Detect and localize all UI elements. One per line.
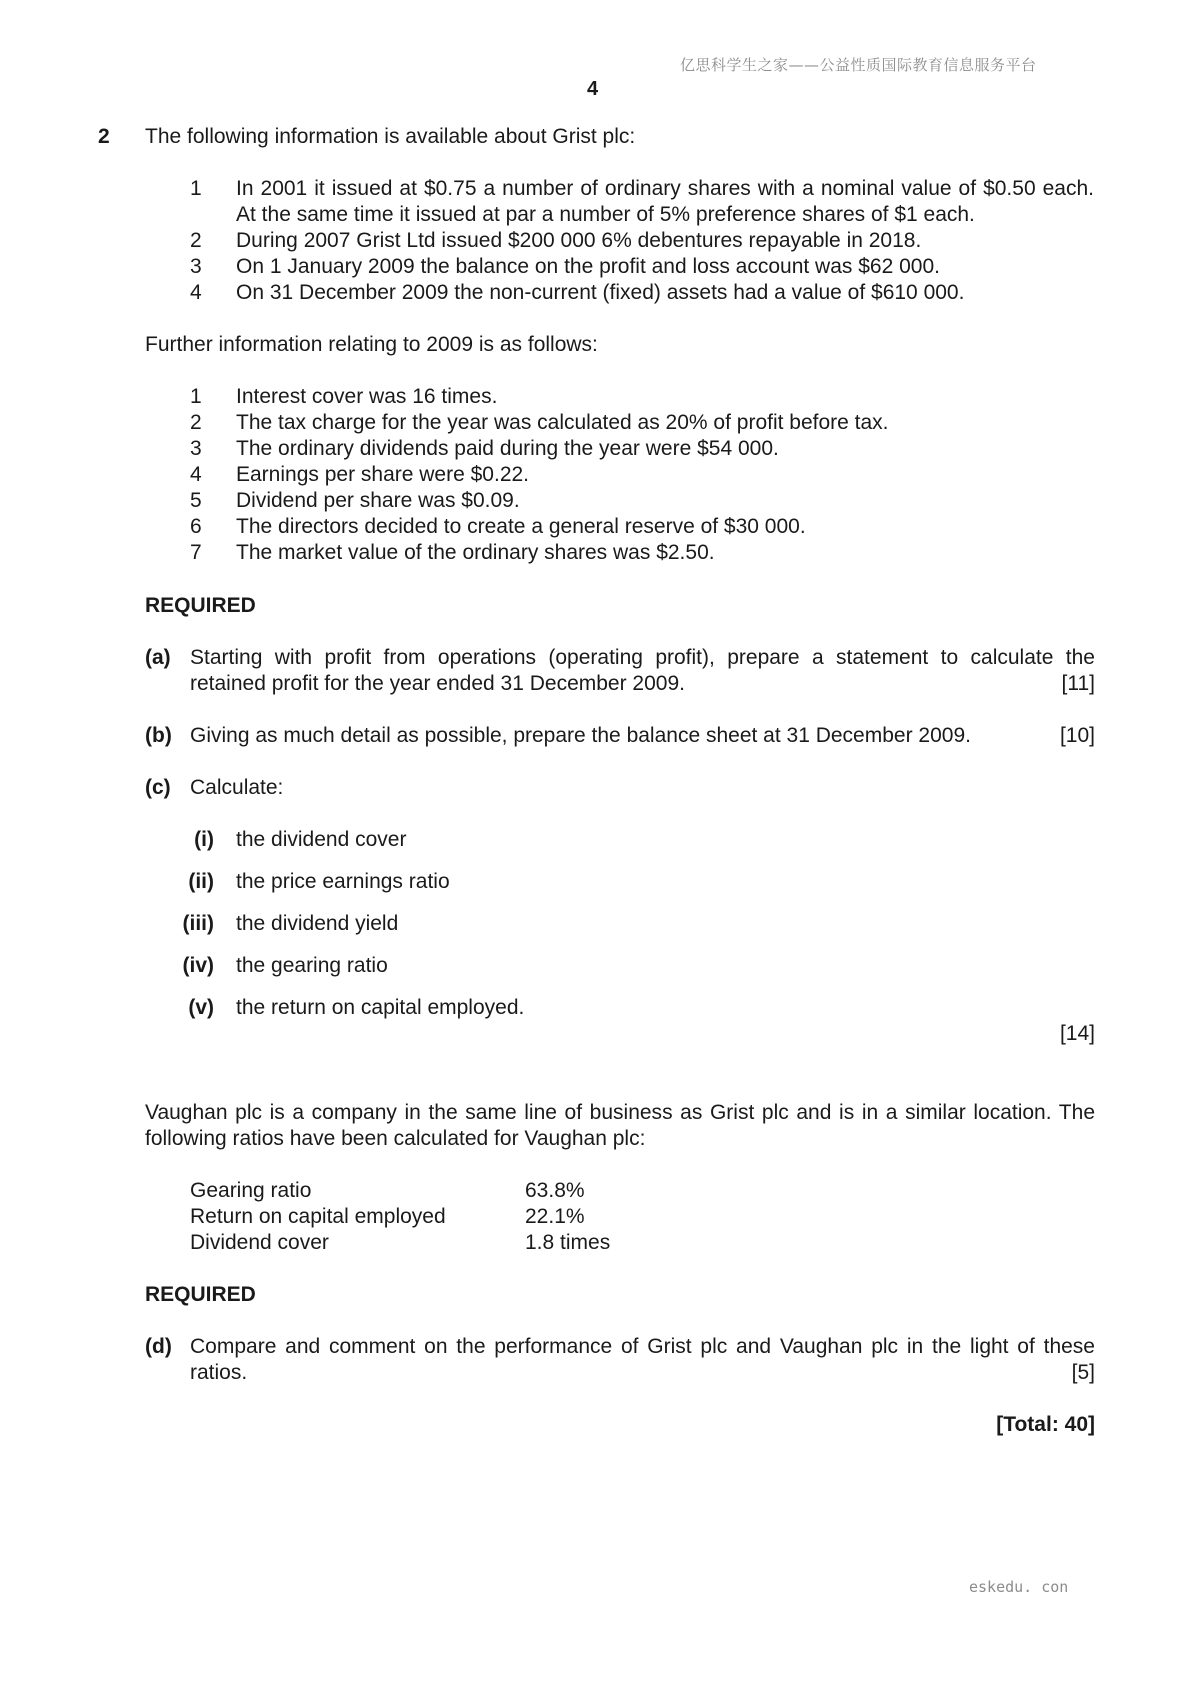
part-marks: [5] [1071,1361,1095,1384]
part-c-marks: [14] [1059,1022,1095,1045]
item-number: 3 [190,437,202,460]
sub-text: the return on capital employed. [236,996,525,1019]
list-item [190,228,1094,254]
part-text: ratios. [190,1361,248,1384]
list-item [190,462,1094,488]
sub-item [170,869,870,895]
item-number: 2 [190,411,202,434]
sub-text: the dividend cover [236,828,407,851]
part-a [145,645,1095,697]
further-intro: Further information relating to 2009 is as follows: [145,333,598,356]
item-number: 7 [190,541,202,564]
table-row [190,1230,610,1256]
table-row [190,1178,610,1204]
item-text: On 1 January 2009 the balance on the profit and loss account was $62 000. [236,255,940,278]
ratio-name: Return on capital employed [190,1205,446,1228]
question-intro: The following information is available about Grist plc: [145,125,636,148]
part-marks: [11] [1061,672,1095,695]
item-text: The market value of the ordinary shares was $2.50. [236,541,715,564]
item-number: 5 [190,489,202,512]
required-heading: REQUIRED [145,594,256,617]
part-label: (a) [145,646,171,669]
footer-watermark: eskedu. con [969,1578,1069,1596]
sub-text: the gearing ratio [236,954,388,977]
ratio-value: 1.8 times [525,1231,611,1254]
ratio-value: 63.8% [525,1179,585,1202]
part-label: (b) [145,724,172,747]
part-text: retained profit for the year ended 31 December 2009. [190,672,685,695]
sub-text: the price earnings ratio [236,870,450,893]
sub-label: (i) [194,828,214,851]
part-c [145,775,1095,801]
question-number: 2 [98,125,110,148]
item-text: Dividend per share was $0.09. [236,489,520,512]
sub-item [170,995,870,1021]
vaughan-paragraph: Vaughan plc is a company in the same line of business as Grist plc and is in a similar location. The following ratios have been calculated for Vaughan plc: [145,1101,1095,1150]
ratio-name: Gearing ratio [190,1179,312,1202]
table-row [190,1204,610,1230]
item-number: 3 [190,255,202,278]
item-text: The tax charge for the year was calculated as 20% of profit before tax. [236,411,889,434]
list-item [190,176,1094,228]
item-number: 4 [190,463,202,486]
sub-text: the dividend yield [236,912,399,935]
sub-item [170,827,870,853]
sub-label: (iii) [182,912,214,935]
part-text: Calculate: [190,776,284,799]
sub-item [170,953,870,979]
total-marks: [Total: 40] [996,1413,1095,1436]
list-item [190,514,1094,540]
list-item [190,540,1094,566]
sub-label: (ii) [188,870,214,893]
header-watermark: 亿思科学生之家——公益性质国际教育信息服务平台 [680,56,1037,74]
item-text: Earnings per share were $0.22. [236,463,530,486]
sub-label: (iv) [182,954,214,977]
item-text: Interest cover was 16 times. [236,385,498,408]
part-text: Starting with profit from operations (operating profit), prepare a statement to calculate the [190,646,1095,669]
item-number: 1 [190,177,202,200]
item-text: During 2007 Grist Ltd issued $200 000 6% debentures repayable in 2018. [236,229,922,252]
list-item [190,488,1094,514]
sub-item [170,911,870,937]
item-number: 2 [190,229,202,252]
item-text: On 31 December 2009 the non-current (fixed) assets had a value of $610 000. [236,281,965,304]
list-item [190,384,1094,410]
item-number: 6 [190,515,202,538]
part-d [145,1334,1095,1386]
part-b [145,723,1095,749]
item-text: In 2001 it issued at $0.75 a number of ordinary shares with a nominal value of $0.50 each. At the same time it issued at par a number of 5% preference shares of $1 each. [236,177,1094,226]
ratio-name: Dividend cover [190,1231,329,1254]
part-label: (c) [145,776,171,799]
required-heading-2: REQUIRED [145,1283,256,1306]
ratio-value: 22.1% [525,1205,585,1228]
page-number: 4 [587,78,599,100]
ratio-table [190,1178,610,1256]
item-text: The directors decided to create a general reserve of $30 000. [236,515,806,538]
further-list [190,384,1094,566]
list-item [190,410,1094,436]
item-number: 1 [190,385,202,408]
sub-label: (v) [188,996,214,1019]
part-text: Giving as much detail as possible, prepare the balance sheet at 31 December 2009. [190,724,971,747]
item-text: The ordinary dividends paid during the year were $54 000. [236,437,779,460]
item-number: 4 [190,281,202,304]
part-label: (d) [145,1335,172,1358]
list-item [190,280,1094,306]
list-item [190,436,1094,462]
part-text: Compare and comment on the performance of Grist plc and Vaughan plc in the light of these [190,1335,1095,1358]
list-item [190,254,1094,280]
info-list [190,176,1094,306]
part-marks: [10] [1059,724,1095,747]
